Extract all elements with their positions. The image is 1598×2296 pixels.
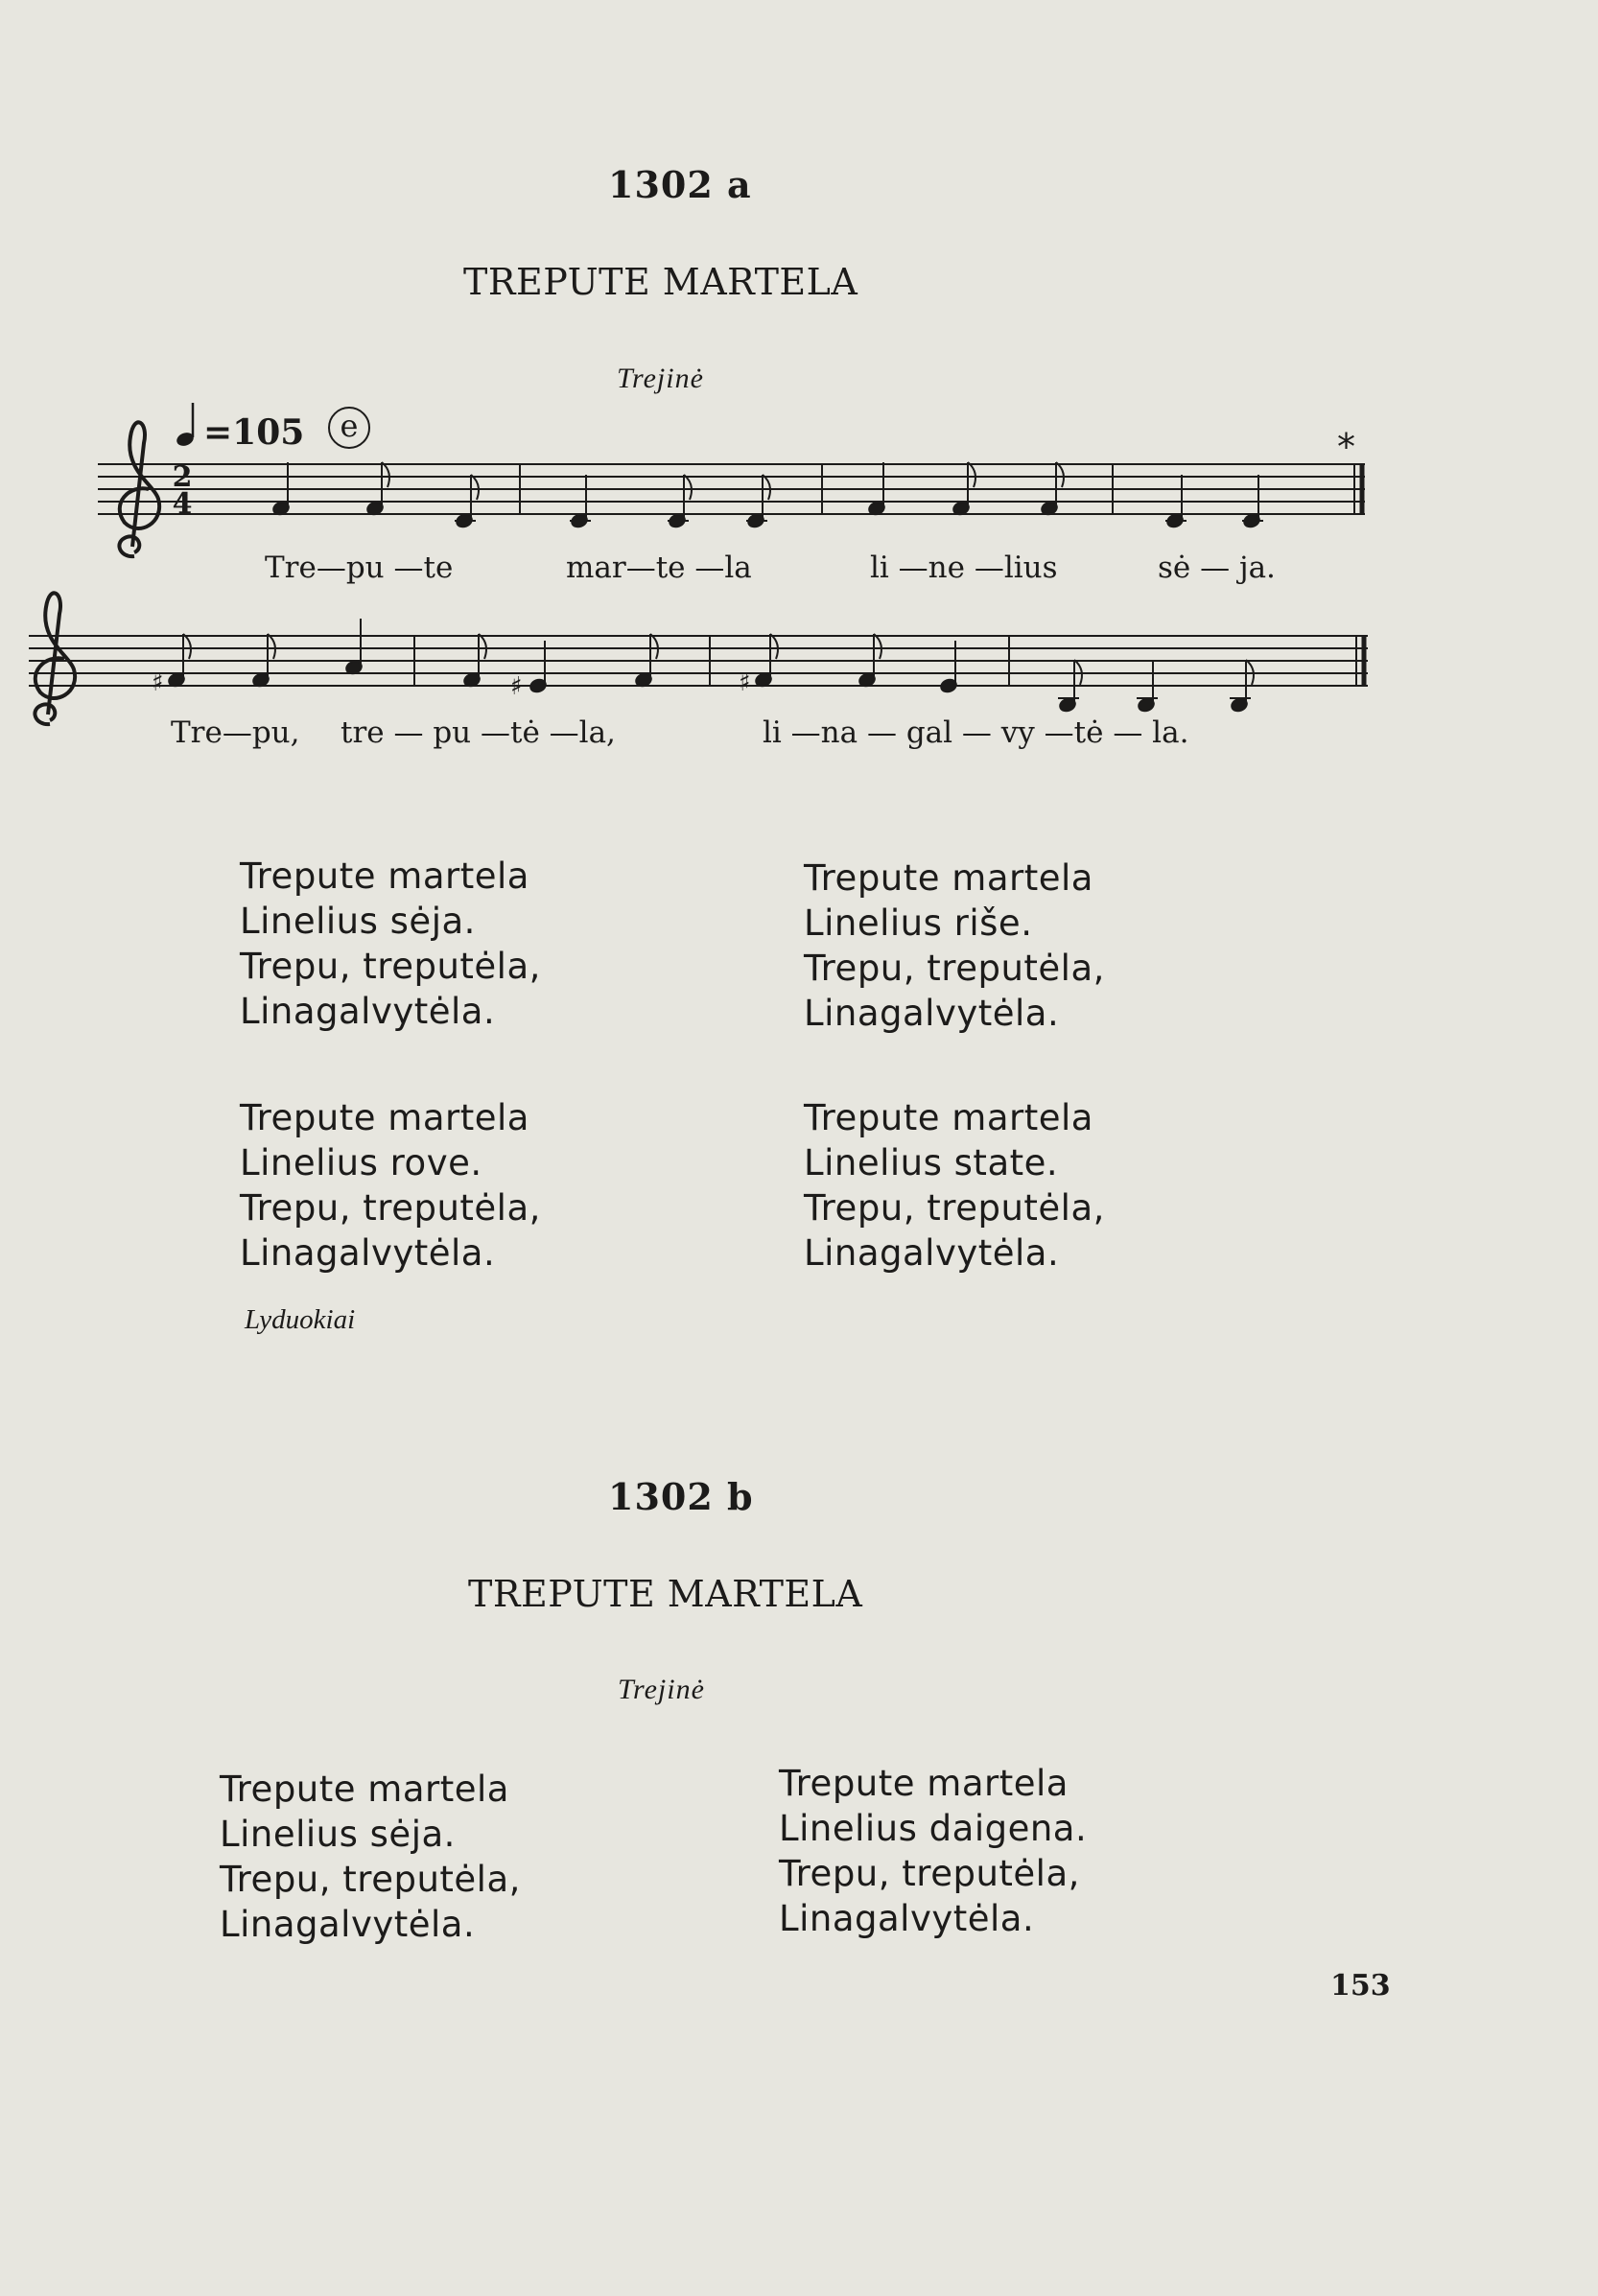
song-title-b: TREPUTE MARTELA (468, 1573, 863, 1615)
song-number-a: 1302 a (608, 163, 752, 206)
verse-line: Linagalvytėla. (804, 1232, 1060, 1274)
verse-line: Trepu, treputėla, (804, 948, 1105, 989)
staff-2 (29, 636, 1368, 686)
treble-clef-icon-2 (35, 593, 75, 724)
verse-line: Trepute martela (220, 1769, 509, 1810)
verse-line: Trepute martela (240, 1097, 529, 1138)
lyric-1-3: li —ne —lius (870, 551, 1058, 585)
song-genre-b: Trejinė (618, 1674, 705, 1705)
verse-a-left-2 (240, 1095, 541, 1276)
asterisk-mark: * (1337, 426, 1355, 468)
verse-line: Trepu, treputėla, (804, 1187, 1105, 1229)
verse-line: Linelius sėja. (220, 1814, 456, 1855)
time-signature-top: 2 (172, 460, 193, 494)
verse-line: Trepute martela (804, 857, 1093, 899)
verse-line: Linelius state. (804, 1142, 1059, 1183)
lyric-1-2: mar—te —la (566, 551, 752, 585)
verse-line: Trepute martela (804, 1097, 1093, 1138)
lyric-2-1: Tre—pu, (171, 715, 300, 750)
svg-text:♯: ♯ (152, 668, 164, 697)
verse-line: Linagalvytėla. (220, 1904, 476, 1945)
verse-a-right-1 (804, 855, 1105, 1036)
svg-text:♯: ♯ (510, 672, 523, 701)
verse-a-left-1 (240, 854, 541, 1034)
verse-line: Trepu, treputėla, (240, 1187, 541, 1229)
verse-line: Linelius daigena. (779, 1808, 1088, 1849)
lyric-2-2: tre — pu —tė —la, (341, 715, 616, 750)
lyric-1-4: sė — ja. (1158, 551, 1276, 585)
verse-line: Linagalvytėla. (779, 1898, 1035, 1939)
verse-line: Linagalvytėla. (240, 1232, 496, 1274)
place-name: Lyduokiai (245, 1304, 356, 1335)
verse-line: Linelius rove. (240, 1142, 482, 1183)
verse-line: Trepute martela (779, 1763, 1069, 1804)
music-notation (0, 0, 1598, 767)
song-number-b: 1302 b (608, 1475, 754, 1518)
verse-line: Trepu, treputėla, (779, 1853, 1080, 1894)
tempo-circle-mark: e (328, 407, 370, 449)
verse-line: Trepute martela (240, 855, 529, 897)
staff-1-notes (271, 462, 1263, 528)
svg-text:♯: ♯ (739, 668, 751, 697)
lyric-1-1: Tre—pu —te (265, 551, 454, 585)
verse-line: Linagalvytėla. (240, 991, 496, 1032)
song-title-a: TREPUTE MARTELA (463, 261, 858, 303)
verse-line: Trepu, treputėla, (240, 946, 541, 987)
page-number: 153 (1330, 1969, 1391, 2003)
verse-line: Linelius sėja. (240, 901, 476, 942)
time-signature-bottom: 4 (172, 487, 193, 521)
verse-line: Linelius riše. (804, 902, 1033, 944)
staff-2-notes (152, 619, 1254, 713)
verse-b-right (779, 1761, 1087, 1941)
verse-a-right-2 (804, 1095, 1105, 1276)
verse-b-left (220, 1767, 521, 1947)
verse-line: Trepu, treputėla, (220, 1859, 521, 1900)
tempo-value: =105 (203, 412, 305, 453)
song-genre-a: Trejinė (617, 363, 704, 394)
verse-line: Linagalvytėla. (804, 993, 1060, 1034)
lyric-2-3: li —na — gal — vy —tė — la. (763, 715, 1189, 750)
